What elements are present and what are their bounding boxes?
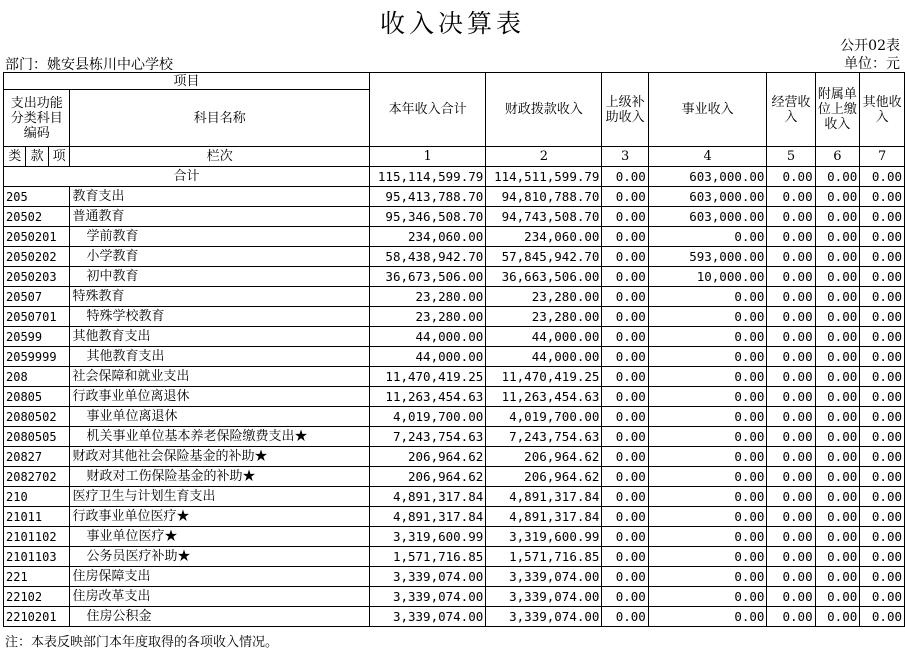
amount-cell: 95,346,508.70 <box>370 207 486 227</box>
amount-cell: 4,019,700.00 <box>486 407 602 427</box>
col-number-1: 1 <box>370 147 486 167</box>
amount-cell: 0.00 <box>602 247 648 267</box>
amount-cell: 11,470,419.25 <box>370 367 486 387</box>
amount-cell: 3,319,600.99 <box>370 527 486 547</box>
amount-cell: 0.00 <box>815 227 860 247</box>
xiang-header: 项 <box>48 147 70 167</box>
amount-cell: 7,243,754.63 <box>370 427 486 447</box>
col-number-5: 5 <box>767 147 815 167</box>
amount-cell: 0.00 <box>648 447 767 467</box>
total-row <box>4 167 905 187</box>
subject-code: 2101103 <box>4 547 70 567</box>
amount-cell: 234,060.00 <box>486 227 602 247</box>
amount-cell: 0.00 <box>815 427 860 447</box>
amount-cell: 0.00 <box>602 507 648 527</box>
subject-name: 行政事业单位医疗★ <box>70 507 370 527</box>
subject-code: 2059999 <box>4 347 70 367</box>
subject-name: 特殊学校教育 <box>70 307 370 327</box>
amount-cell: 36,673,506.00 <box>370 267 486 287</box>
amount-cell: 0.00 <box>815 567 860 587</box>
amount-cell: 0.00 <box>815 487 860 507</box>
amount-cell: 3,339,074.00 <box>486 587 602 607</box>
col-header-affiliated: 附属单位上缴收入 <box>815 73 860 147</box>
amount-cell: 0.00 <box>815 347 860 367</box>
amount-cell: 0.00 <box>602 487 648 507</box>
amount-cell: 0.00 <box>602 287 648 307</box>
amount-cell: 593,000.00 <box>648 247 767 267</box>
amount-cell: 44,000.00 <box>370 347 486 367</box>
total-cell: 114,511,599.79 <box>486 167 602 187</box>
subject-code: 2101102 <box>4 527 70 547</box>
subject-name: 住房公积金 <box>70 607 370 627</box>
subject-code: 2050202 <box>4 247 70 267</box>
amount-cell: 0.00 <box>860 347 905 367</box>
amount-cell: 0.00 <box>648 307 767 327</box>
table-body <box>4 187 905 627</box>
amount-cell: 0.00 <box>767 587 815 607</box>
amount-cell: 11,470,419.25 <box>486 367 602 387</box>
subject-name: 社会保障和就业支出 <box>70 367 370 387</box>
amount-cell: 4,019,700.00 <box>370 407 486 427</box>
amount-cell: 0.00 <box>767 267 815 287</box>
table-row <box>4 187 905 207</box>
amount-cell: 3,339,074.00 <box>486 607 602 627</box>
amount-cell: 0.00 <box>648 367 767 387</box>
amount-cell: 3,339,074.00 <box>370 607 486 627</box>
amount-cell: 0.00 <box>602 607 648 627</box>
subject-name: 医疗卫生与计划生育支出 <box>70 487 370 507</box>
amount-cell: 206,964.62 <box>370 467 486 487</box>
amount-cell: 0.00 <box>767 507 815 527</box>
table-row <box>4 407 905 427</box>
table-row <box>4 487 905 507</box>
amount-cell: 0.00 <box>602 347 648 367</box>
amount-cell: 0.00 <box>815 287 860 307</box>
table-row <box>4 327 905 347</box>
amount-cell: 95,413,788.70 <box>370 187 486 207</box>
subject-name: 财政对工伤保险基金的补助★ <box>70 467 370 487</box>
amount-cell: 0.00 <box>815 367 860 387</box>
subject-name: 机关事业单位基本养老保险缴费支出★ <box>70 427 370 447</box>
amount-cell: 0.00 <box>648 327 767 347</box>
amount-cell: 0.00 <box>648 487 767 507</box>
amount-cell: 0.00 <box>860 267 905 287</box>
amount-cell: 4,891,317.84 <box>486 507 602 527</box>
amount-cell: 3,319,600.99 <box>486 527 602 547</box>
amount-cell: 0.00 <box>648 227 767 247</box>
table-row <box>4 567 905 587</box>
amount-cell: 234,060.00 <box>370 227 486 247</box>
col-number-4: 4 <box>648 147 767 167</box>
subject-code: 2050201 <box>4 227 70 247</box>
table-row <box>4 607 905 627</box>
amount-cell: 0.00 <box>767 607 815 627</box>
amount-cell: 57,845,942.70 <box>486 247 602 267</box>
amount-cell: 0.00 <box>602 467 648 487</box>
amount-cell: 10,000.00 <box>648 267 767 287</box>
amount-cell: 58,438,942.70 <box>370 247 486 267</box>
amount-cell: 0.00 <box>860 527 905 547</box>
amount-cell: 0.00 <box>815 507 860 527</box>
amount-cell: 206,964.62 <box>486 467 602 487</box>
total-cell: 0.00 <box>767 167 815 187</box>
col-number-3: 3 <box>602 147 648 167</box>
page-title: 收入决算表 <box>379 9 525 38</box>
amount-cell: 0.00 <box>602 187 648 207</box>
table-row <box>4 427 905 447</box>
amount-cell: 0.00 <box>767 287 815 307</box>
subject-code: 2050203 <box>4 267 70 287</box>
amount-cell: 0.00 <box>860 387 905 407</box>
amount-cell: 23,280.00 <box>370 307 486 327</box>
subject-code: 20507 <box>4 287 70 307</box>
amount-cell: 94,743,508.70 <box>486 207 602 227</box>
total-cell: 115,114,599.79 <box>370 167 486 187</box>
amount-cell: 0.00 <box>815 527 860 547</box>
amount-cell: 0.00 <box>815 407 860 427</box>
project-header: 项目 <box>4 73 370 90</box>
amount-cell: 0.00 <box>602 527 648 547</box>
amount-cell: 0.00 <box>648 287 767 307</box>
subject-name-header: 科目名称 <box>70 90 370 147</box>
amount-cell: 94,810,788.70 <box>486 187 602 207</box>
subject-code: 20502 <box>4 207 70 227</box>
amount-cell: 0.00 <box>648 507 767 527</box>
table-row <box>4 367 905 387</box>
amount-cell: 0.00 <box>860 287 905 307</box>
amount-cell: 0.00 <box>602 207 648 227</box>
income-table <box>3 72 905 627</box>
amount-cell: 0.00 <box>815 327 860 347</box>
subject-name: 公务员医疗补助★ <box>70 547 370 567</box>
amount-cell: 0.00 <box>648 607 767 627</box>
amount-cell: 0.00 <box>602 227 648 247</box>
amount-cell: 3,339,074.00 <box>370 567 486 587</box>
table-row <box>4 387 905 407</box>
amount-cell: 0.00 <box>767 547 815 567</box>
amount-cell: 0.00 <box>767 207 815 227</box>
table-row <box>4 267 905 287</box>
amount-cell: 11,263,454.63 <box>486 387 602 407</box>
amount-cell: 0.00 <box>648 547 767 567</box>
amount-cell: 0.00 <box>860 487 905 507</box>
amount-cell: 0.00 <box>815 307 860 327</box>
col-number-7: 7 <box>860 147 905 167</box>
amount-cell: 0.00 <box>815 607 860 627</box>
amount-cell: 0.00 <box>602 307 648 327</box>
amount-cell: 0.00 <box>860 427 905 447</box>
amount-cell: 0.00 <box>767 327 815 347</box>
amount-cell: 0.00 <box>648 407 767 427</box>
amount-cell: 0.00 <box>860 467 905 487</box>
subject-name: 初中教育 <box>70 267 370 287</box>
total-label: 合计 <box>4 167 370 187</box>
col-number-6: 6 <box>815 147 860 167</box>
amount-cell: 0.00 <box>860 587 905 607</box>
amount-cell: 0.00 <box>815 187 860 207</box>
amount-cell: 603,000.00 <box>648 187 767 207</box>
amount-cell: 0.00 <box>767 567 815 587</box>
amount-cell: 0.00 <box>602 427 648 447</box>
amount-cell: 0.00 <box>648 587 767 607</box>
amount-cell: 0.00 <box>815 207 860 227</box>
subject-name: 住房改革支出 <box>70 587 370 607</box>
subject-code: 2080502 <box>4 407 70 427</box>
subject-code: 22102 <box>4 587 70 607</box>
amount-cell: 4,891,317.84 <box>486 487 602 507</box>
amount-cell: 0.00 <box>767 387 815 407</box>
amount-cell: 0.00 <box>860 307 905 327</box>
amount-cell: 0.00 <box>860 607 905 627</box>
amount-cell: 0.00 <box>815 447 860 467</box>
subject-name: 住房保障支出 <box>70 567 370 587</box>
lei-header: 类 <box>4 147 26 167</box>
table-row <box>4 307 905 327</box>
amount-cell: 23,280.00 <box>486 287 602 307</box>
col-number-2: 2 <box>486 147 602 167</box>
subject-code: 2082702 <box>4 467 70 487</box>
table-note: 注：本表反映部门本年度取得的各项收入情况。 <box>5 635 279 650</box>
subject-name: 事业单位医疗★ <box>70 527 370 547</box>
form-number: 公开02表 <box>840 38 900 54</box>
amount-cell: 0.00 <box>815 547 860 567</box>
amount-cell: 0.00 <box>860 187 905 207</box>
table-row <box>4 527 905 547</box>
lanci-header: 栏次 <box>70 147 370 167</box>
subject-code: 21011 <box>4 507 70 527</box>
amount-cell: 1,571,716.85 <box>370 547 486 567</box>
amount-cell: 0.00 <box>602 407 648 427</box>
amount-cell: 0.00 <box>767 487 815 507</box>
subject-code: 20599 <box>4 327 70 347</box>
table-row <box>4 347 905 367</box>
amount-cell: 0.00 <box>815 267 860 287</box>
amount-cell: 0.00 <box>815 247 860 267</box>
subject-code: 20827 <box>4 447 70 467</box>
subject-name: 学前教育 <box>70 227 370 247</box>
col-header-operating: 经营收入 <box>767 73 815 147</box>
amount-cell: 0.00 <box>602 267 648 287</box>
amount-cell: 0.00 <box>648 467 767 487</box>
amount-cell: 44,000.00 <box>370 327 486 347</box>
amount-cell: 0.00 <box>815 587 860 607</box>
department-label: 部门：姚安县栋川中心学校 <box>5 57 173 73</box>
col-header-superior: 上级补助收入 <box>602 73 648 147</box>
amount-cell: 1,571,716.85 <box>486 547 602 567</box>
amount-cell: 0.00 <box>648 567 767 587</box>
table-row <box>4 287 905 307</box>
amount-cell: 206,964.62 <box>370 447 486 467</box>
amount-cell: 0.00 <box>815 467 860 487</box>
subject-code: 20805 <box>4 387 70 407</box>
subject-code: 2080505 <box>4 427 70 447</box>
col-header-fiscal: 财政拨款收入 <box>486 73 602 147</box>
amount-cell: 0.00 <box>602 387 648 407</box>
amount-cell: 0.00 <box>767 367 815 387</box>
amount-cell: 0.00 <box>767 187 815 207</box>
amount-cell: 0.00 <box>815 387 860 407</box>
subject-code: 221 <box>4 567 70 587</box>
amount-cell: 0.00 <box>860 247 905 267</box>
amount-cell: 4,891,317.84 <box>370 507 486 527</box>
amount-cell: 7,243,754.63 <box>486 427 602 447</box>
amount-cell: 44,000.00 <box>486 327 602 347</box>
col-header-business: 事业收入 <box>648 73 767 147</box>
subject-code: 208 <box>4 367 70 387</box>
amount-cell: 0.00 <box>767 247 815 267</box>
table-row <box>4 207 905 227</box>
col-header-other: 其他收入 <box>860 73 905 147</box>
amount-cell: 3,339,074.00 <box>370 587 486 607</box>
kuan-header: 款 <box>26 147 48 167</box>
total-cell: 603,000.00 <box>648 167 767 187</box>
amount-cell: 0.00 <box>602 587 648 607</box>
subject-name: 事业单位离退休 <box>70 407 370 427</box>
amount-cell: 0.00 <box>860 407 905 427</box>
total-cell: 0.00 <box>815 167 860 187</box>
subject-code: 205 <box>4 187 70 207</box>
amount-cell: 0.00 <box>860 547 905 567</box>
func-code-header: 支出功能分类科目编码 <box>4 90 70 147</box>
amount-cell: 44,000.00 <box>486 347 602 367</box>
subject-name: 行政事业单位离退休 <box>70 387 370 407</box>
table-row <box>4 447 905 467</box>
amount-cell: 0.00 <box>767 427 815 447</box>
amount-cell: 206,964.62 <box>486 447 602 467</box>
amount-cell: 0.00 <box>602 447 648 467</box>
amount-cell: 0.00 <box>860 447 905 467</box>
table-row <box>4 507 905 527</box>
unit-label: 单位：元 <box>844 56 900 72</box>
amount-cell: 0.00 <box>860 367 905 387</box>
amount-cell: 0.00 <box>767 307 815 327</box>
col-header-total: 本年收入合计 <box>370 73 486 147</box>
amount-cell: 4,891,317.84 <box>370 487 486 507</box>
amount-cell: 36,663,506.00 <box>486 267 602 287</box>
amount-cell: 0.00 <box>602 327 648 347</box>
table-row <box>4 247 905 267</box>
amount-cell: 603,000.00 <box>648 207 767 227</box>
amount-cell: 0.00 <box>767 447 815 467</box>
amount-cell: 0.00 <box>602 547 648 567</box>
amount-cell: 0.00 <box>767 407 815 427</box>
total-cell: 0.00 <box>602 167 648 187</box>
table-row <box>4 467 905 487</box>
subject-name: 小学教育 <box>70 247 370 267</box>
table-row <box>4 547 905 567</box>
amount-cell: 0.00 <box>860 207 905 227</box>
table-row <box>4 227 905 247</box>
amount-cell: 0.00 <box>648 527 767 547</box>
amount-cell: 23,280.00 <box>486 307 602 327</box>
subject-name: 其他教育支出 <box>70 347 370 367</box>
subject-name: 其他教育支出 <box>70 327 370 347</box>
amount-cell: 0.00 <box>860 567 905 587</box>
amount-cell: 0.00 <box>648 427 767 447</box>
subject-name: 特殊教育 <box>70 287 370 307</box>
amount-cell: 0.00 <box>767 467 815 487</box>
amount-cell: 11,263,454.63 <box>370 387 486 407</box>
subject-name: 教育支出 <box>70 187 370 207</box>
subject-code: 2210201 <box>4 607 70 627</box>
amount-cell: 0.00 <box>767 347 815 367</box>
amount-cell: 0.00 <box>648 347 767 367</box>
amount-cell: 3,339,074.00 <box>486 567 602 587</box>
subject-code: 210 <box>4 487 70 507</box>
subject-name: 普通教育 <box>70 207 370 227</box>
amount-cell: 23,280.00 <box>370 287 486 307</box>
amount-cell: 0.00 <box>860 507 905 527</box>
amount-cell: 0.00 <box>602 367 648 387</box>
amount-cell: 0.00 <box>648 387 767 407</box>
amount-cell: 0.00 <box>767 227 815 247</box>
amount-cell: 0.00 <box>602 567 648 587</box>
amount-cell: 0.00 <box>767 527 815 547</box>
subject-name: 财政对其他社会保险基金的补助★ <box>70 447 370 467</box>
amount-cell: 0.00 <box>860 327 905 347</box>
table-row <box>4 587 905 607</box>
subject-code: 2050701 <box>4 307 70 327</box>
amount-cell: 0.00 <box>860 227 905 247</box>
total-cell: 0.00 <box>860 167 905 187</box>
